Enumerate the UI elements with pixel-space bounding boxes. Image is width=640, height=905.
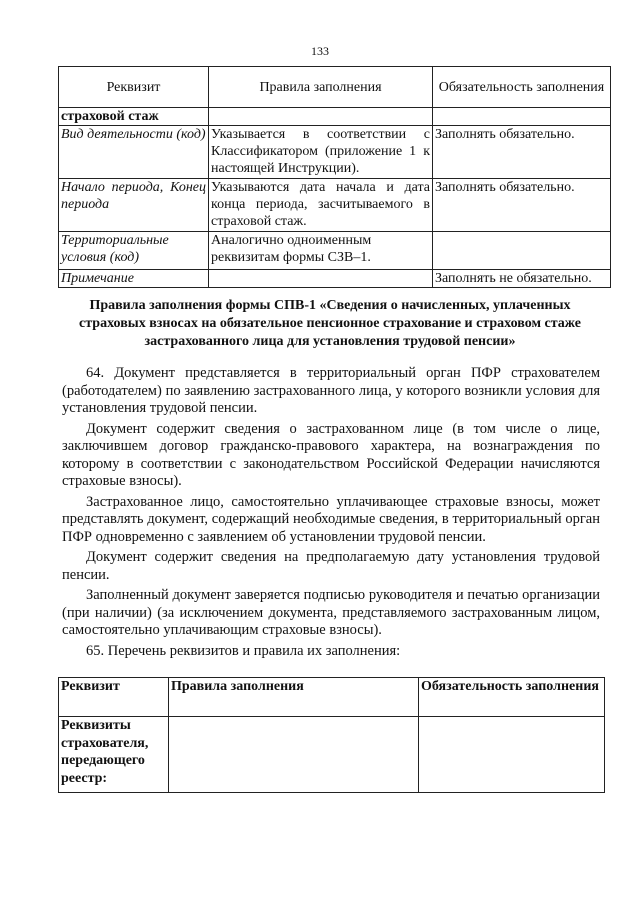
paragraph: Застрахованное лицо, самостоятельно уплачивающее страховые взносы, может представлять документ, содержащий необходимые сведения, в территориальный орган ПФР одновременно с заявлением об установлении трудовой пенсии. (62, 493, 600, 545)
fill-rule: Указывается в соответствии с Классификатором (приложение 1 к настоящей Инструкции). (209, 126, 433, 179)
requirement (419, 717, 605, 793)
body-text (62, 365, 600, 663)
fill-rule (169, 717, 419, 793)
field-name: Реквизиты страхователя, передающего реестр: (59, 717, 169, 793)
form-heading: Правила заполнения формы СПВ-1 «Сведения о начисленных, уплаченных страховых взносах на обязательное пенсионное страхование и страховом стаже застрахованного лица для установления трудовой пенсии» (79, 298, 581, 349)
column-header: Обязательность заполнения (433, 67, 611, 108)
requirement: Заполнять не обязательно. (433, 270, 611, 288)
field-name: Начало периода, Конец периода (59, 179, 209, 232)
page-number: 133 (311, 44, 329, 58)
paragraph: 65. Перечень реквизитов и правила их заполнения: (86, 642, 401, 659)
column-header: Обязательность заполнения (419, 678, 605, 717)
column-header: Реквизит (59, 67, 209, 108)
table-row (59, 179, 611, 232)
table-row (59, 717, 605, 793)
field-name: Территориальные условия (код) (59, 232, 209, 270)
paragraph: 64. Документ представляется в территориальный орган ПФР страхователем (работодателем) по заявлению застрахованного лица, у которого возникли условия для установления трудовой пенсии. (62, 365, 600, 416)
fill-rule: Аналогично одноименным реквизитам формы СЗВ–1. (209, 232, 433, 270)
field-name: Вид деятельности (код) (59, 126, 209, 179)
field-name: Примечание (59, 270, 209, 288)
paragraph: Документ содержит сведения на предполагаемую дату установления трудовой пенсии. (62, 549, 600, 583)
requirement: Заполнять обязательно. (433, 126, 611, 179)
fill-rule: Указываются дата начала и дата конца периода, засчитываемого в страховой стаж. (209, 179, 433, 232)
table-header-row (59, 678, 605, 717)
paragraph: Заполненный документ заверяется подписью руководителя и печатью организации (при наличии) (за исключением документа, представляемого застрахованным лицом, самостоятельно уплачивающим страховые взносы). (62, 587, 600, 638)
column-header: Правила заполнения (169, 678, 419, 717)
requisites-table-2 (58, 677, 605, 793)
section-row (59, 108, 611, 126)
section-title: страховой стаж (59, 108, 209, 126)
table-row (59, 270, 611, 288)
paragraph: Документ содержит сведения о застрахованном лице (в том числе о лице, заключившем договор гражданско-правового характера, на вознаграждения по которому в соответствии с законодательством Российской Федерации начисляются страховые взносы). (62, 420, 600, 489)
column-header: Правила заполнения (209, 67, 433, 108)
column-header: Реквизит (59, 678, 169, 717)
table-row (59, 126, 611, 179)
fill-rule (209, 270, 433, 288)
table-row (59, 232, 611, 270)
requisites-table-1 (58, 66, 611, 288)
requirement: Заполнять обязательно. (433, 179, 611, 232)
requirement (433, 232, 611, 270)
table-header-row (59, 67, 611, 108)
